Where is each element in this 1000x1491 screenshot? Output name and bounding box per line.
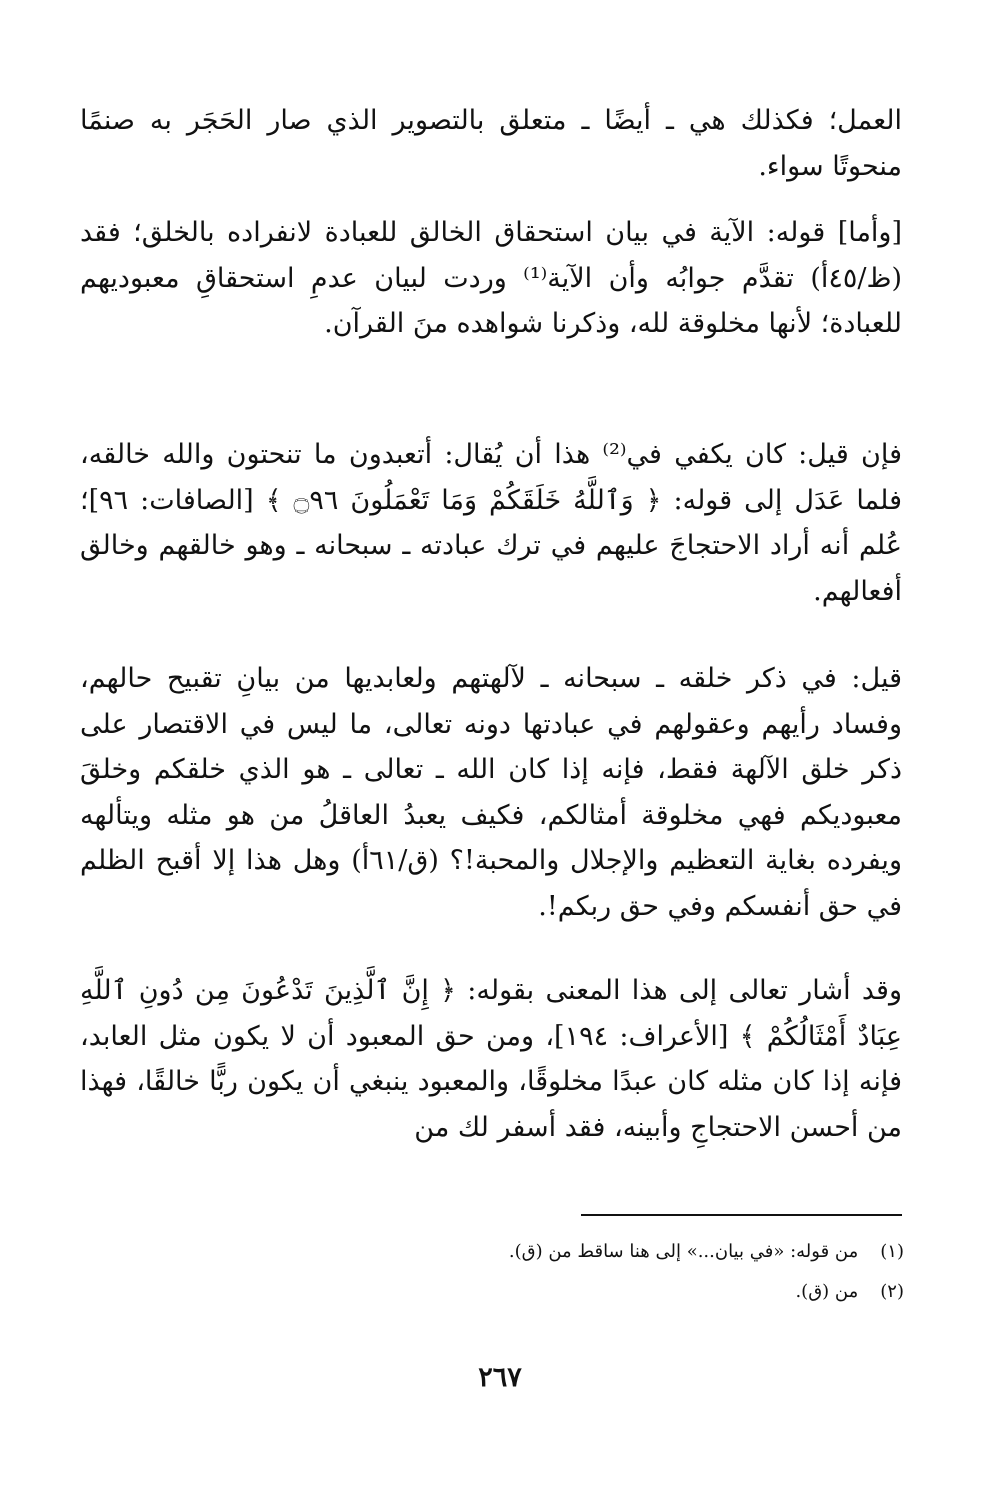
footnote-number: (٢): [880, 1281, 904, 1302]
paragraph-1: العمل؛ فكذلك هي ـ أيضًا ـ متعلق بالتصوير الذي صار الحَجَر به صنمًا منحوتًا سواء.: [80, 105, 902, 182]
paragraph-5: وقد أشار تعالى إلى هذا المعنى بقوله: ﴿ إِنَّ ٱلَّذِينَ تَدْعُونَ مِن دُونِ ٱللَّهِ عِبَادٌ أَمْثَالُكُمْ ﴾ [الأعراف: ١٩٤]، ومن حق المعبود أن لا يكون مثل العابد، فإنه إذا كان مثله كان عبدًا مخلوقًا، والمعبود ينبغي أن يكون ربًّا خالقًا، فهذا من أحسن الاحتجاجِ وأبينه، فقد أسفر لك من: [80, 975, 902, 1143]
footnote-number: (١): [880, 1241, 904, 1262]
page-number: ٢٦٧: [478, 1362, 522, 1393]
paragraph-3: فإن قيل: كان يكفي في⁽²⁾ هذا أن يُقال: أتعبدون ما تنحتون والله خالقه، فلما عَدَل إلى قوله: ﴿ وَٱللَّهُ خَلَقَكُمْ وَمَا تَعْمَلُونَ ۝٩٦ ﴾ [الصافات: ٩٦]؛ عُلم أنه أراد الاحتجاجَ عليهم في ترك عبادته ـ سبحانه ـ وهو خالقهم وخالق أفعالهم.: [80, 439, 902, 607]
footnote-separator: [581, 1214, 902, 1216]
footnote-text: من قوله: «في بيان...» إلى هنا ساقط من (ق).: [508, 1241, 859, 1262]
footnote-2: [144, 1278, 904, 1306]
footnote-text: من (ق).: [795, 1281, 859, 1302]
paragraph-2: [وأما] قوله: الآية في بيان استحقاق الخالق للعبادة لانفراده بالخلق؛ فقد (ظ/٤٥أ) تقدَّم جوابُه وأن الآية⁽¹⁾ وردت لبيان عدمِ استحقاقِ معبوديهم للعبادة؛ لأنها مخلوقة لله، وذكرنا شواهده منَ القرآن.: [80, 217, 902, 339]
footnote-1: [144, 1238, 904, 1266]
paragraph-4: قيل: في ذكر خلقه ـ سبحانه ـ لآلهتهم ولعابديها من بيانِ تقبيح حالهم، وفساد رأيهم وعقولهم في عبادتها دونه تعالى، ما ليس في الاقتصار على ذكر خلق الآلهة فقط، فإنه إذا كان الله ـ تعالى ـ هو الذي خلقكم وخلقَ معبوديكم فهي مخلوقة أمثالكم، فكيف يعبدُ العاقلُ من هو مثله ويتألهه ويفرده بغاية التعظيم والإجلال والمحبة!؟ (ق/٦١أ) وهل هذا إلا أقبح الظلم في حق أنفسكم وفي حق ربكم!.: [80, 663, 902, 922]
